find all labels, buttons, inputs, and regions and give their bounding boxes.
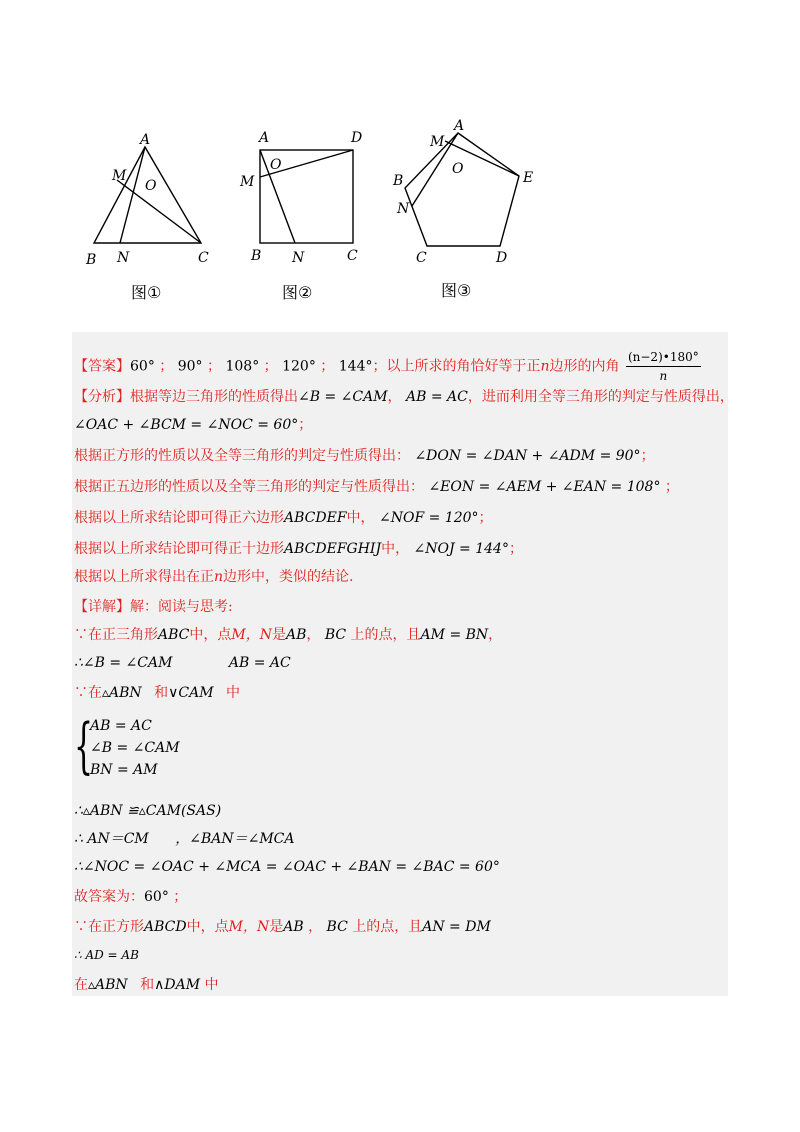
formula: AB: [285, 627, 307, 643]
text: 边形中，类似的结论.: [223, 569, 354, 585]
fig1-label-A: A: [140, 132, 151, 148]
text: 在: [74, 977, 88, 993]
answer-value-2: 90°: [177, 358, 203, 375]
formula: ABCD: [144, 919, 187, 935]
fig1-label-B: B: [86, 252, 97, 268]
formula: ∴ AN＝CM: [74, 831, 149, 847]
fig3-caption: 图③: [441, 281, 472, 300]
text: 上的点，且: [350, 627, 421, 643]
text: ，: [308, 919, 323, 935]
formula: AB = AC: [406, 389, 468, 405]
detail-line-3: [74, 654, 291, 672]
analysis-line-3: [74, 447, 655, 465]
answer-sep: ；: [207, 358, 222, 375]
answer-value-4: 120°: [282, 358, 316, 375]
text: ；: [173, 889, 188, 905]
formula: ，∠BAN＝∠MCA: [175, 831, 295, 847]
formula: AB: [283, 919, 304, 935]
fraction-denominator: n: [659, 369, 668, 383]
detail-line-4: [74, 684, 240, 702]
formula: ∠DON = ∠DAN + ∠ADM = 90°: [414, 448, 641, 464]
equation-system: [74, 711, 194, 782]
fig2-caption: 图②: [282, 283, 313, 302]
analysis-line-1: [74, 388, 734, 406]
formula: BC: [326, 919, 348, 935]
geometry-figures: [0, 0, 800, 330]
fig2-label-A: A: [259, 130, 270, 146]
fig1-triangle: [94, 147, 201, 243]
answer-value-1: 60°: [130, 358, 155, 375]
text: ，: [488, 627, 503, 643]
detail-line-2: [74, 626, 502, 644]
text: 是: [271, 627, 286, 643]
analysis-tag: 【分析】: [74, 389, 130, 405]
text: 根据正五边形的性质以及全等三角形的判定与性质得出：: [74, 479, 424, 495]
formula: ∠NOF = 120°: [378, 510, 479, 526]
text: ∵在正三角形: [74, 627, 158, 643]
detail-line-5: [74, 802, 221, 820]
brace-icon: {: [74, 711, 94, 781]
text: ；: [664, 479, 679, 495]
analysis-line-7: [74, 568, 353, 586]
formula: ∠B = ∠CAM: [298, 389, 388, 405]
text: ，进而利用全等三角形的判定与性质得出，: [467, 389, 734, 405]
text: ，: [306, 627, 321, 643]
text: ；: [478, 510, 493, 526]
fig3-label-C: C: [416, 250, 427, 266]
text: 中: [204, 977, 219, 993]
text: 解：阅读与思考:: [130, 599, 233, 615]
fig2-label-C: C: [347, 248, 358, 264]
answer-text-2: 边形的内角: [549, 358, 620, 375]
analysis-line-4: [74, 478, 679, 496]
formula: ∨CAM: [168, 685, 214, 701]
text: 和: [154, 685, 169, 701]
text: 是: [269, 919, 284, 935]
fig1-caption: 图①: [131, 283, 162, 302]
fig3-label-N: N: [397, 201, 410, 217]
formula: ABCDEF: [284, 510, 347, 526]
fig2-label-B: B: [251, 248, 262, 264]
system-row-1: AB = AC: [90, 718, 152, 734]
text: 根据等边三角形的性质得出: [130, 389, 298, 405]
text: 中，: [381, 541, 410, 557]
formula: ∴▵ABN ≌▵CAM(SAS): [74, 803, 222, 819]
formula: ▵ABN: [88, 977, 128, 993]
fig3-label-B: B: [393, 173, 404, 189]
fig1-label-O: O: [145, 178, 157, 194]
figures-area: [0, 0, 800, 330]
fig3-label-M: M: [430, 134, 445, 150]
fig3-label-E: E: [523, 170, 534, 186]
fig3-label-A: A: [454, 118, 465, 134]
text: 根据正方形的性质以及全等三角形的判定与性质得出：: [74, 448, 410, 464]
text: ∵在: [74, 685, 102, 701]
analysis-line-6: [74, 540, 523, 558]
answer-sep: ；: [159, 358, 174, 375]
answer-sep: ；: [320, 358, 335, 375]
detail-line-11: [74, 976, 219, 994]
text: ；: [298, 417, 313, 433]
system-row-3: BN = AM: [90, 762, 158, 778]
formula: ▵ABN: [102, 685, 142, 701]
text: ；: [508, 541, 523, 557]
answer-value-3: 108°: [225, 358, 260, 375]
formula: M，N: [228, 919, 270, 935]
detail-line-1: [74, 598, 233, 616]
detail-line-6: [74, 830, 295, 848]
detail-line-8: [74, 888, 187, 906]
detail-line-10: [74, 946, 139, 964]
text: 根据以上所求得出在正: [74, 569, 214, 585]
formula: M，N: [231, 627, 272, 643]
answer-line: [74, 348, 701, 385]
fig1-label-C: C: [198, 250, 209, 266]
fig1-line-an: [120, 147, 145, 243]
text: ∵在正方形: [74, 919, 144, 935]
system-row-2: ∠B = ∠CAM: [90, 740, 180, 756]
fig1-label-N: N: [117, 250, 130, 266]
text: 和: [140, 977, 155, 993]
answer-fraction: [626, 348, 701, 385]
text: 上的点，且: [352, 919, 423, 935]
fig1-line-cm: [117, 180, 201, 243]
fig2-label-D: D: [351, 130, 363, 146]
text: 根据以上所求结论即可得正十边形: [74, 541, 284, 557]
formula: 60°: [144, 889, 169, 905]
detail-line-9: [74, 918, 491, 936]
formula: ∴∠B = ∠CAM: [74, 655, 173, 671]
formula: AB = AC: [228, 655, 291, 671]
answer-text: ；以上所求的角恰好等于正: [372, 358, 541, 375]
fig2-label-M: M: [240, 174, 255, 190]
fig1-label-M: M: [112, 168, 127, 184]
text: 中: [226, 685, 240, 701]
answer-value-5: 144°: [338, 358, 373, 375]
text: 根据以上所求结论即可得正六边形: [74, 510, 284, 526]
formula: ∠OAC + ∠BCM = ∠NOC = 60°: [74, 417, 299, 433]
formula: ∠EON = ∠AEM + ∠EAN = 108°: [428, 479, 661, 495]
text: 故答案为：: [74, 889, 144, 905]
formula: ∧DAM: [154, 977, 201, 993]
text: 中，点: [186, 919, 229, 935]
text: 中，: [346, 510, 375, 526]
detail-tag: 【详解】: [74, 599, 130, 615]
analysis-line-2: [74, 416, 312, 434]
text: ；: [640, 448, 655, 464]
formula: ABCDEFGHIJ: [284, 541, 382, 557]
detail-line-7: [74, 858, 500, 876]
text: ，: [387, 389, 402, 405]
text: 中，点: [189, 627, 232, 643]
formula: ∴∠NOC = ∠OAC + ∠MCA = ∠OAC + ∠BAN = ∠BAC = 60°: [74, 859, 500, 875]
answer-n: n: [540, 358, 550, 375]
fig3-label-O: O: [452, 161, 464, 177]
fig2-label-N: N: [292, 250, 305, 266]
formula: BC: [324, 627, 347, 643]
formula: ∠NOJ = 144°: [413, 541, 509, 557]
text: n: [214, 569, 224, 585]
answer-tag: 【答案】: [74, 358, 130, 375]
analysis-line-5: [74, 509, 493, 527]
formula: AN = DM: [422, 919, 491, 935]
answer-sep: ；: [263, 358, 278, 375]
formula: ABC: [158, 627, 190, 643]
fig2-label-O: O: [270, 157, 282, 173]
fraction-numerator: (n−2)•180°: [626, 348, 701, 367]
formula: AM = BN: [420, 627, 489, 643]
fig3-label-D: D: [496, 250, 508, 266]
formula: ∴ AD = AB: [74, 948, 139, 962]
